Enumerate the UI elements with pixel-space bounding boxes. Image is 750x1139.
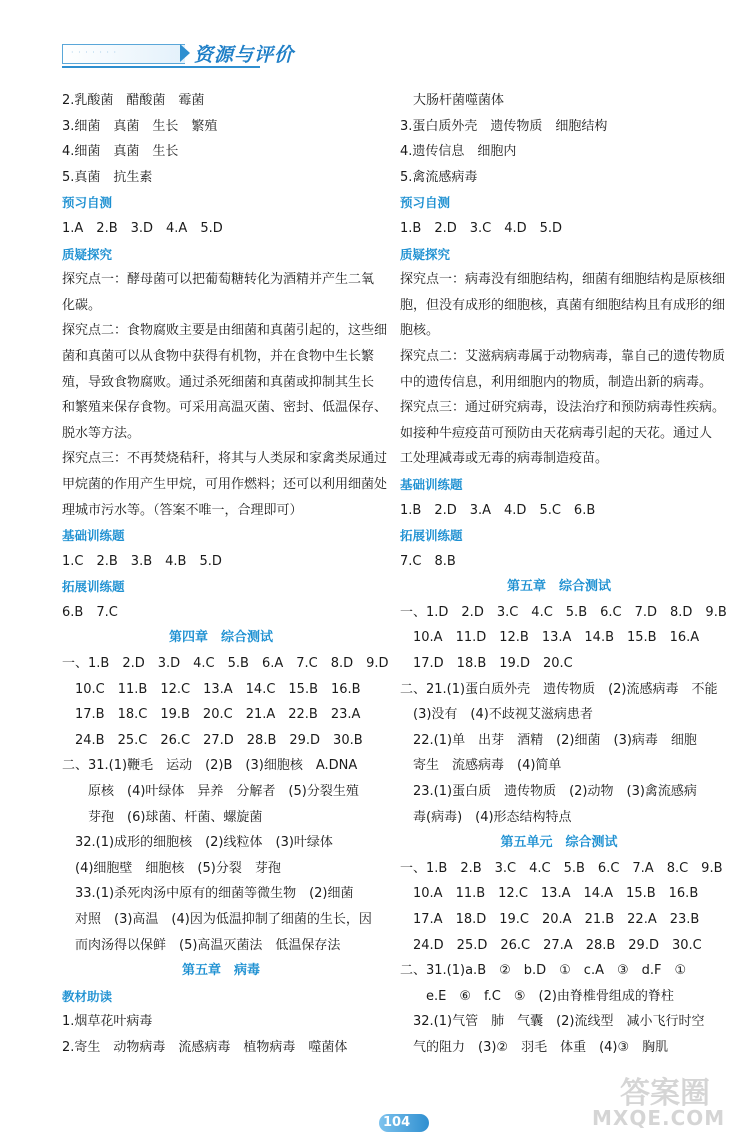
section-heading: 教材助读 [62, 988, 113, 1004]
answer-line: 二、31.(1)鞭毛 运动 (2)B (3)细胞核 A.DNA [62, 758, 358, 774]
answer-line: 胞，但没有成形的细胞核，真菌有细胞结构且有成形的细 [400, 297, 726, 313]
answer-line: 探究点二：食物腐败主要是由细菌和真菌引起的，这些细 [62, 323, 388, 339]
answer-line: 17.B 18.C 19.B 20.C 21.A 22.B 23.A [62, 707, 361, 723]
answer-line: 芽孢 (6)球菌、杆菌、螺旋菌 [62, 809, 263, 825]
chapter-title: 第五单元 综合测试 [500, 835, 618, 851]
section-heading: 预习自测 [400, 195, 451, 211]
answer-line: 3.蛋白质外壳 遗传物质 细胞结构 [400, 118, 608, 134]
answer-line: 17.A 18.D 19.C 20.A 21.B 22.A 23.B [400, 912, 700, 927]
answer-line: 23.(1)蛋白质 遗传物质 (2)动物 (3)禽流感病 [400, 784, 697, 800]
chapter-title: 第五章 综合测试 [506, 579, 611, 595]
answer-line: 中的遗传信息，利用细胞内的物质，制造出新的病毒。 [400, 374, 713, 390]
answer-line: 探究点一：病毒没有细胞结构，细菌有细胞结构是原核细 [400, 272, 726, 288]
arrow-icon [180, 44, 190, 62]
answer-line: 而肉汤得以保鲜 (5)高温灭菌法 低温保存法 [62, 937, 341, 953]
answer-line: 对照 (3)高温 (4)因为低温抑制了细菌的生长，因 [62, 912, 372, 927]
answer-line: e.E ⑥ f.C ⑤ (2)由脊椎骨组成的脊柱 [400, 988, 674, 1004]
answer-line: 探究点二：艾滋病病毒属于动物病毒，靠自己的遗传物质 [400, 348, 726, 364]
section-heading: 基础训练题 [400, 476, 463, 492]
answer-line: 1.烟草花叶病毒 [62, 1014, 153, 1030]
section-heading: 质疑探究 [400, 246, 451, 262]
answer-line: 32.(1)成形的细胞核 (2)线粒体 (3)叶绿体 [62, 835, 333, 851]
answer-line: 7.C 8.B [400, 553, 456, 569]
header-deco-dots: · · · · · · · [71, 48, 118, 57]
answer-line: 2.乳酸菌 醋酸菌 霉菌 [62, 93, 205, 108]
answer-line: 菌和真菌可以从食物中获得有机物，并在食物中生长繁 [62, 348, 375, 364]
page-header [62, 40, 295, 68]
answer-line: (3)没有 (4)不歧视艾滋病患者 [400, 707, 593, 723]
chapter-title: 第四章 综合测试 [168, 630, 273, 646]
answer-line: 殖，导致食物腐败。通过杀死细菌和真菌或抑制其生长 [62, 374, 375, 390]
watermark-text: 答案圈 [620, 1076, 710, 1111]
header-underline [62, 66, 260, 68]
answer-line: 大肠杆菌噬菌体 [400, 93, 505, 108]
chapter-title: 第五章 病毒 [181, 963, 260, 979]
answer-line: (4)细胞壁 细胞核 (5)分裂 芽孢 [62, 860, 281, 876]
answer-line: 1.C 2.B 3.B 4.B 5.D [62, 553, 222, 569]
answer-line: 24.D 25.D 26.C 27.A 28.B 29.D 30.C [400, 937, 702, 953]
header-title: 资源与评价 [194, 44, 295, 66]
answer-line: 化碳。 [62, 297, 102, 313]
page-number: 104 [383, 1115, 411, 1130]
answer-line: 和繁殖来保存食物。可采用高温灭菌、密封、低温保存、 [62, 400, 388, 416]
answer-line: 探究点三：不再焚烧秸秆，将其与人类尿和家禽类尿通过 [62, 451, 388, 467]
answer-line: 22.(1)单 出芽 酒精 (2)细菌 (3)病毒 细胞 [400, 732, 697, 748]
answer-line: 6.B 7.C [62, 604, 118, 620]
section-heading: 质疑探究 [62, 246, 113, 262]
answer-line: 5.真菌 抗生素 [62, 169, 153, 185]
watermark-logo [592, 1068, 742, 1132]
answer-line: 1.A 2.B 3.D 4.A 5.D [62, 220, 223, 236]
answer-line: 脱水等方法。 [62, 425, 141, 441]
answer-line: 4.细菌 真菌 生长 [62, 144, 179, 160]
answer-line: 二、21.(1)蛋白质外壳 遗传物质 (2)流感病毒 不能 [400, 681, 718, 697]
answer-line: 胞核。 [400, 323, 440, 339]
section-heading: 拓展训练题 [62, 579, 125, 595]
answer-line: 2.寄生 动物病毒 流感病毒 植物病毒 噬菌体 [62, 1039, 348, 1055]
answer-line: 甲烷菌的作用产生甲烷，可用作燃料；还可以利用细菌处 [62, 476, 388, 492]
header-decoration-bar [62, 44, 185, 64]
right-column [400, 88, 727, 1061]
answer-line: 气的阻力 (3)② 羽毛 体重 (4)③ 胸肌 [400, 1039, 669, 1055]
answer-line: 二、31.(1)a.B ② b.D ① c.A ③ d.F ① [400, 963, 687, 979]
section-heading: 拓展训练题 [400, 528, 463, 544]
answer-line: 一、1.D 2.D 3.C 4.C 5.B 6.C 7.D 8.D 9.B [400, 604, 727, 620]
section-heading: 基础训练题 [62, 528, 125, 544]
answer-line: 24.B 25.C 26.C 27.D 28.B 29.D 30.B [62, 732, 363, 748]
left-column [62, 88, 389, 1061]
answer-line: 5.禽流感病毒 [400, 169, 478, 185]
answer-line: 10.A 11.B 12.C 13.A 14.A 15.B 16.B [400, 886, 699, 902]
answer-line: 1.B 2.D 3.C 4.D 5.D [400, 220, 563, 236]
answer-line: 原核 (4)叶绿体 异养 分解者 (5)分裂生殖 [62, 784, 359, 800]
answer-line: 探究点三：通过研究病毒，设法治疗和预防病毒性疾病。 [400, 400, 726, 416]
answer-line: 毒(病毒) (4)形态结构特点 [400, 809, 572, 825]
answer-line: 寄生 流感病毒 (4)简单 [400, 758, 562, 774]
answer-line: 如接种牛痘疫苗可预防由天花病毒引起的天花。通过人 [400, 425, 713, 441]
answer-line: 一、1.B 2.B 3.C 4.C 5.B 6.C 7.A 8.C 9.B [400, 860, 723, 876]
answer-line: 一、1.B 2.D 3.D 4.C 5.B 6.A 7.C 8.D 9.D [62, 656, 389, 672]
section-heading: 预习自测 [62, 195, 113, 211]
answer-line: 探究点一：酵母菌可以把葡萄糖转化为酒精并产生二氧 [62, 272, 375, 288]
answer-line: 4.遗传信息 细胞内 [400, 144, 517, 160]
answer-line: 17.D 18.B 19.D 20.C [400, 656, 573, 672]
answer-line: 10.C 11.B 12.C 13.A 14.C 15.B 16.B [62, 681, 361, 697]
answer-line: 10.A 11.D 12.B 13.A 14.B 15.B 16.A [400, 630, 700, 646]
answer-line: 32.(1)气管 肺 气囊 (2)流线型 减小飞行时空 [400, 1014, 705, 1030]
answer-line: 1.B 2.D 3.A 4.D 5.C 6.B [400, 502, 596, 518]
page-number-badge [379, 1112, 429, 1134]
answer-line: 3.细菌 真菌 生长 繁殖 [62, 118, 218, 134]
answer-line: 理城市污水等。（答案不唯一，合理即可） [62, 502, 303, 518]
answer-line: 工处理减毒或无毒的病毒制造疫苗。 [400, 451, 609, 467]
watermark-url: MXQE.COM [592, 1106, 726, 1130]
answer-line: 33.(1)杀死肉汤中原有的细菌等微生物 (2)细菌 [62, 886, 354, 902]
